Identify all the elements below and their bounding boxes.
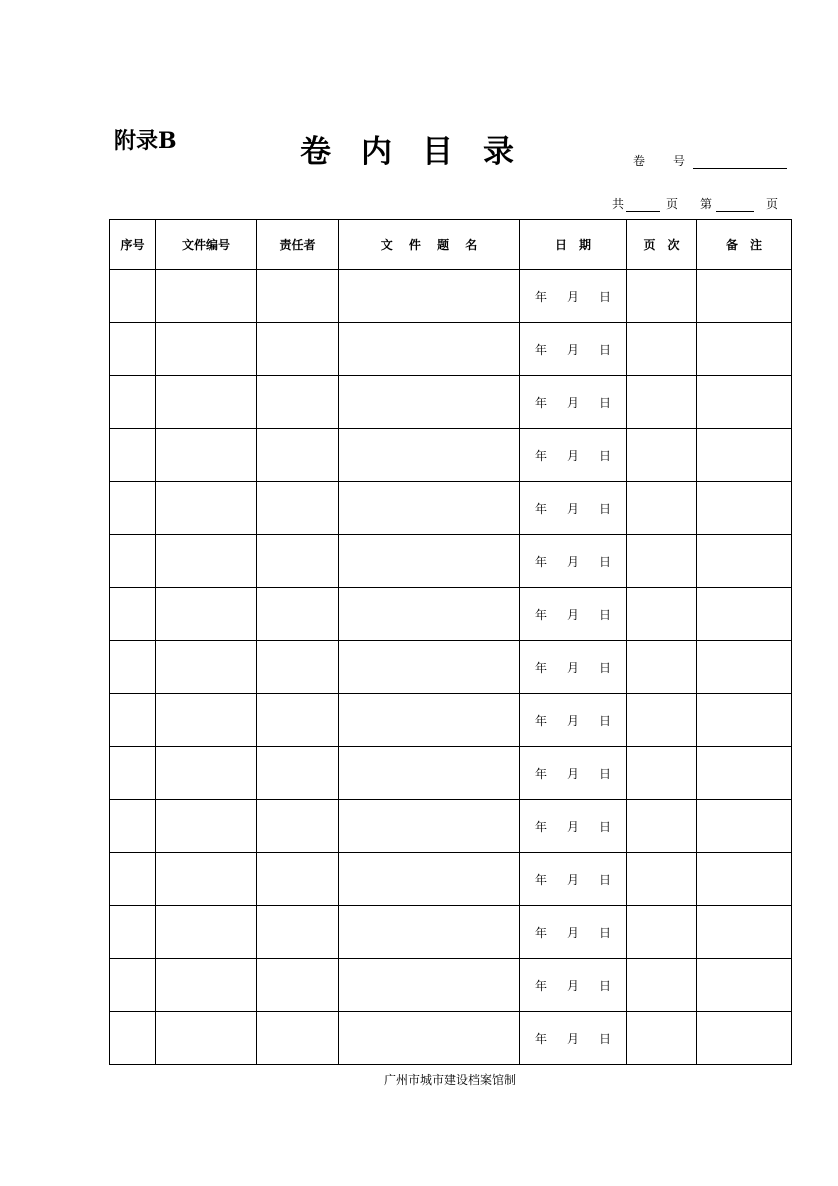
month-label: 月	[566, 342, 579, 357]
page-count-field	[612, 195, 778, 212]
page-cell[interactable]	[627, 429, 697, 482]
file-title-cell[interactable]	[339, 323, 520, 376]
title-char: 内	[361, 134, 392, 170]
file-title-cell[interactable]	[339, 959, 520, 1012]
date-cell[interactable]	[520, 1012, 627, 1065]
responsible-cell[interactable]	[257, 1012, 339, 1065]
date-parts	[535, 447, 611, 464]
file-title-cell[interactable]	[339, 694, 520, 747]
month-label: 月	[566, 554, 579, 569]
seq-cell[interactable]	[110, 1012, 156, 1065]
file-no-cell[interactable]	[156, 323, 257, 376]
year-label: 年	[534, 342, 547, 357]
month-label: 月	[566, 872, 579, 887]
remarks-cell[interactable]	[697, 429, 792, 482]
date-cell[interactable]	[520, 429, 627, 482]
table-row	[110, 270, 792, 323]
date-cell[interactable]	[520, 694, 627, 747]
seq-cell[interactable]	[110, 588, 156, 641]
file-no-cell[interactable]	[156, 853, 257, 906]
remarks-cell[interactable]	[697, 800, 792, 853]
header-responsible: 责任者	[257, 220, 339, 270]
file-title-cell[interactable]	[339, 429, 520, 482]
date-parts	[535, 818, 611, 835]
file-no-cell[interactable]	[156, 906, 257, 959]
day-label: 日	[599, 395, 612, 410]
responsible-cell[interactable]	[257, 747, 339, 800]
table-row	[110, 853, 792, 906]
responsible-cell[interactable]	[257, 959, 339, 1012]
date-parts	[535, 871, 611, 888]
seq-cell[interactable]	[110, 270, 156, 323]
month-label: 月	[566, 289, 579, 304]
remarks-cell[interactable]	[697, 588, 792, 641]
seq-cell[interactable]	[110, 376, 156, 429]
header-file-title: 文 件 题 名	[339, 220, 520, 270]
appendix-label: 附录B	[114, 128, 177, 154]
month-label: 月	[566, 395, 579, 410]
year-label: 年	[534, 607, 547, 622]
year-label: 年	[534, 1031, 547, 1046]
date-parts	[535, 659, 611, 676]
page-unit-label: 页	[666, 197, 679, 211]
date-parts	[535, 1030, 611, 1047]
table-row	[110, 535, 792, 588]
file-no-cell[interactable]	[156, 959, 257, 1012]
table-row	[110, 376, 792, 429]
year-label: 年	[534, 554, 547, 569]
remarks-cell[interactable]	[697, 694, 792, 747]
year-label: 年	[534, 925, 547, 940]
seq-cell[interactable]	[110, 323, 156, 376]
remarks-cell[interactable]	[697, 906, 792, 959]
table-row	[110, 1012, 792, 1065]
year-label: 年	[534, 819, 547, 834]
seq-cell[interactable]	[110, 535, 156, 588]
file-no-cell[interactable]	[156, 535, 257, 588]
page-cell[interactable]	[627, 959, 697, 1012]
date-cell[interactable]	[520, 747, 627, 800]
day-label: 日	[599, 607, 612, 622]
page-cell[interactable]	[627, 482, 697, 535]
year-label: 年	[534, 289, 547, 304]
header-remarks: 备 注	[697, 220, 792, 270]
remarks-cell[interactable]	[697, 482, 792, 535]
file-no-cell[interactable]	[156, 482, 257, 535]
title-char: 目	[422, 134, 453, 170]
month-label: 月	[566, 978, 579, 993]
file-title-cell[interactable]	[339, 800, 520, 853]
page-cell[interactable]	[627, 853, 697, 906]
month-label: 月	[566, 501, 579, 516]
year-label: 年	[534, 872, 547, 887]
date-cell[interactable]	[520, 270, 627, 323]
page-cell[interactable]	[627, 270, 697, 323]
title-char: 卷	[300, 134, 331, 170]
page-cell[interactable]	[627, 323, 697, 376]
file-no-cell[interactable]	[156, 270, 257, 323]
date-cell[interactable]	[520, 800, 627, 853]
page-cell[interactable]	[627, 694, 697, 747]
day-label: 日	[599, 554, 612, 569]
responsible-cell[interactable]	[257, 853, 339, 906]
file-no-cell[interactable]	[156, 588, 257, 641]
table-row	[110, 906, 792, 959]
remarks-cell[interactable]	[697, 376, 792, 429]
date-parts	[535, 553, 611, 570]
year-label: 年	[534, 766, 547, 781]
page-total-blank[interactable]	[626, 197, 660, 212]
date-cell[interactable]	[520, 588, 627, 641]
file-no-cell[interactable]	[156, 376, 257, 429]
seq-cell[interactable]	[110, 853, 156, 906]
year-label: 年	[534, 713, 547, 728]
date-cell[interactable]	[520, 853, 627, 906]
remarks-cell[interactable]	[697, 853, 792, 906]
table-row	[110, 694, 792, 747]
page-unit-label: 页	[766, 197, 779, 211]
year-label: 年	[534, 501, 547, 516]
day-label: 日	[599, 819, 612, 834]
day-label: 日	[599, 289, 612, 304]
date-cell[interactable]	[520, 323, 627, 376]
date-parts	[535, 977, 611, 994]
date-parts	[535, 288, 611, 305]
file-title-cell[interactable]	[339, 906, 520, 959]
file-title-cell[interactable]	[339, 376, 520, 429]
remarks-cell[interactable]	[697, 641, 792, 694]
day-label: 日	[599, 713, 612, 728]
responsible-cell[interactable]	[257, 482, 339, 535]
page-cell[interactable]	[627, 588, 697, 641]
page-title	[300, 126, 514, 171]
year-label: 年	[534, 978, 547, 993]
file-no-cell[interactable]	[156, 694, 257, 747]
file-title-cell[interactable]	[339, 853, 520, 906]
remarks-cell[interactable]	[697, 270, 792, 323]
seq-cell[interactable]	[110, 747, 156, 800]
file-title-cell[interactable]	[339, 535, 520, 588]
responsible-cell[interactable]	[257, 270, 339, 323]
table-row	[110, 747, 792, 800]
date-parts	[535, 341, 611, 358]
page-cell[interactable]	[627, 747, 697, 800]
day-label: 日	[599, 978, 612, 993]
year-label: 年	[534, 660, 547, 675]
responsible-cell[interactable]	[257, 535, 339, 588]
responsible-cell[interactable]	[257, 800, 339, 853]
file-title-cell[interactable]	[339, 641, 520, 694]
page-cell[interactable]	[627, 906, 697, 959]
day-label: 日	[599, 501, 612, 516]
responsible-cell[interactable]	[257, 906, 339, 959]
header-page: 页 次	[627, 220, 697, 270]
file-no-cell[interactable]	[156, 429, 257, 482]
file-title-cell[interactable]	[339, 270, 520, 323]
month-label: 月	[566, 766, 579, 781]
responsible-cell[interactable]	[257, 323, 339, 376]
file-no-cell[interactable]	[156, 800, 257, 853]
responsible-cell[interactable]	[257, 376, 339, 429]
table-row	[110, 429, 792, 482]
responsible-cell[interactable]	[257, 429, 339, 482]
table-row	[110, 323, 792, 376]
volume-number-blank[interactable]	[693, 152, 787, 169]
page-cell[interactable]	[627, 376, 697, 429]
remarks-cell[interactable]	[697, 535, 792, 588]
footer-producer: 广州市城市建设档案馆制	[383, 1073, 516, 1087]
date-parts	[535, 500, 611, 517]
volume-number-label: 卷 号	[633, 154, 686, 168]
page-cell[interactable]	[627, 535, 697, 588]
file-title-cell[interactable]	[339, 588, 520, 641]
file-no-cell[interactable]	[156, 1012, 257, 1065]
date-cell[interactable]	[520, 535, 627, 588]
month-label: 月	[566, 819, 579, 834]
table-row	[110, 641, 792, 694]
file-no-cell[interactable]	[156, 641, 257, 694]
file-title-cell[interactable]	[339, 482, 520, 535]
page-cell[interactable]	[627, 641, 697, 694]
file-title-cell[interactable]	[339, 1012, 520, 1065]
page-cell[interactable]	[627, 1012, 697, 1065]
seq-cell[interactable]	[110, 800, 156, 853]
volume-number-field	[633, 152, 787, 169]
date-cell[interactable]	[520, 959, 627, 1012]
seq-cell[interactable]	[110, 694, 156, 747]
header-date: 日 期	[520, 220, 627, 270]
month-label: 月	[566, 660, 579, 675]
day-label: 日	[599, 660, 612, 675]
day-label: 日	[599, 925, 612, 940]
date-parts	[535, 924, 611, 941]
remarks-cell[interactable]	[697, 959, 792, 1012]
file-no-cell[interactable]	[156, 747, 257, 800]
responsible-cell[interactable]	[257, 694, 339, 747]
date-parts	[535, 765, 611, 782]
page-cell[interactable]	[627, 800, 697, 853]
day-label: 日	[599, 766, 612, 781]
page-index-label: 第	[700, 197, 713, 211]
date-parts	[535, 394, 611, 411]
table-row	[110, 588, 792, 641]
responsible-cell[interactable]	[257, 588, 339, 641]
year-label: 年	[534, 448, 547, 463]
date-parts	[535, 712, 611, 729]
month-label: 月	[566, 713, 579, 728]
table-row	[110, 959, 792, 1012]
page-total-label: 共	[612, 197, 625, 211]
month-label: 月	[566, 607, 579, 622]
month-label: 月	[566, 448, 579, 463]
seq-cell[interactable]	[110, 482, 156, 535]
header-file-no: 文件编号	[156, 220, 257, 270]
remarks-cell[interactable]	[697, 747, 792, 800]
responsible-cell[interactable]	[257, 641, 339, 694]
day-label: 日	[599, 342, 612, 357]
remarks-cell[interactable]	[697, 323, 792, 376]
month-label: 月	[566, 1031, 579, 1046]
day-label: 日	[599, 448, 612, 463]
date-cell[interactable]	[520, 482, 627, 535]
day-label: 日	[599, 872, 612, 887]
header-seq: 序号	[110, 220, 156, 270]
month-label: 月	[566, 925, 579, 940]
remarks-cell[interactable]	[697, 1012, 792, 1065]
date-cell[interactable]	[520, 376, 627, 429]
table-header-row	[110, 220, 792, 270]
date-cell[interactable]	[520, 906, 627, 959]
table-row	[110, 482, 792, 535]
file-title-cell[interactable]	[339, 747, 520, 800]
date-cell[interactable]	[520, 641, 627, 694]
catalog-body	[110, 270, 792, 1065]
date-parts	[535, 606, 611, 623]
title-char: 录	[483, 134, 514, 170]
table-row	[110, 800, 792, 853]
year-label: 年	[534, 395, 547, 410]
catalog-table	[109, 219, 792, 1065]
page-index-blank[interactable]	[716, 197, 754, 212]
day-label: 日	[599, 1031, 612, 1046]
seq-cell[interactable]	[110, 906, 156, 959]
seq-cell[interactable]	[110, 641, 156, 694]
seq-cell[interactable]	[110, 959, 156, 1012]
seq-cell[interactable]	[110, 429, 156, 482]
